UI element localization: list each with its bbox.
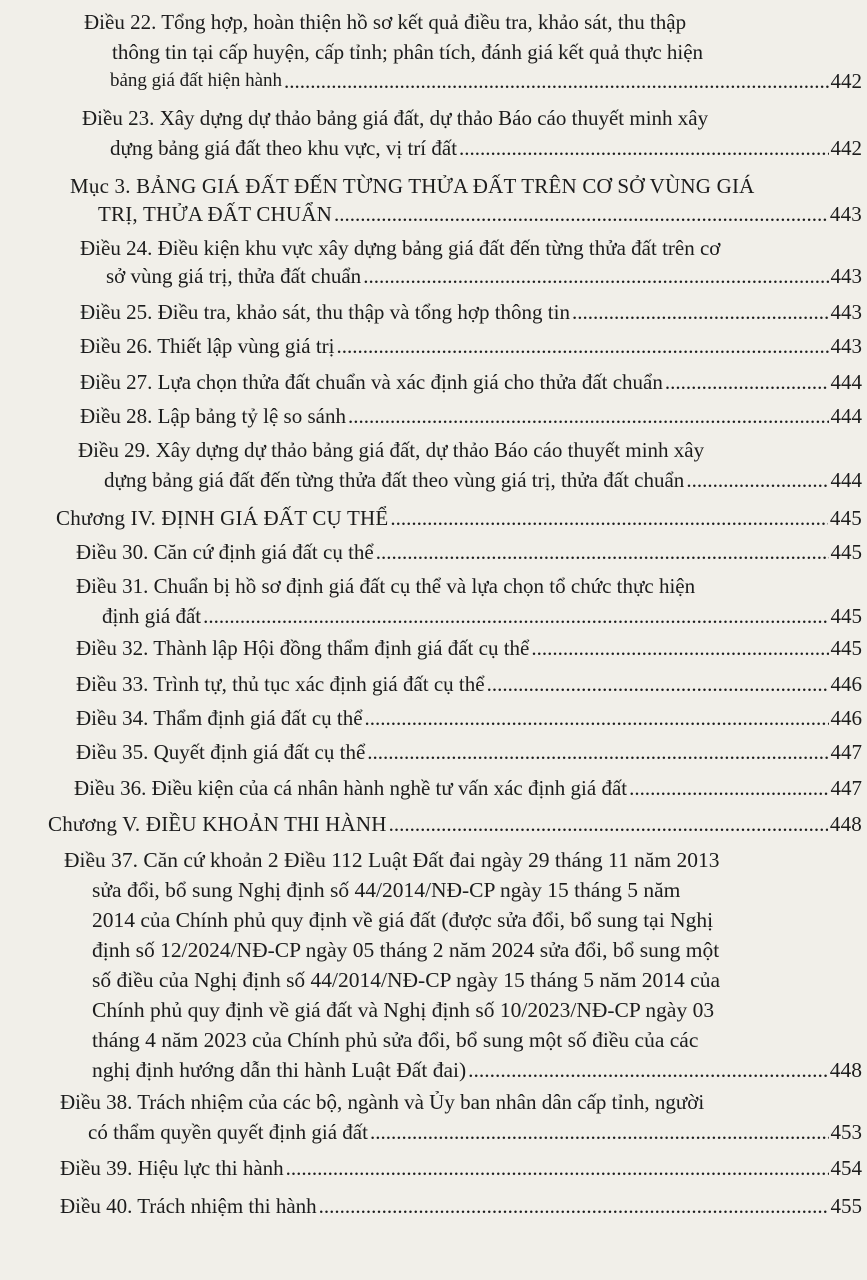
page-number: 443 [830, 300, 862, 324]
toc-line: Điều 24. Điều kiện khu vực xây dựng bảng giá đất đến từng thửa đất trên cơ [80, 236, 721, 260]
dot-leader [334, 200, 828, 228]
page-number: 447 [830, 740, 862, 764]
dot-leader [389, 810, 828, 838]
toc-entry-dieu-33 [76, 670, 862, 698]
page-number: 443 [830, 334, 862, 358]
page-number: 454 [830, 1156, 862, 1180]
toc-line: Điều 26. Thiết lập vùng giá trị [80, 334, 335, 358]
page-number: 443 [830, 264, 862, 288]
dot-leader [665, 368, 829, 396]
toc-line: sửa đổi, bổ sung Nghị định số 44/2014/NĐ-CP ngày 15 tháng 5 năm [92, 878, 681, 902]
toc-entry-dieu-23 [82, 104, 862, 162]
toc-entry-dieu-38 [60, 1088, 862, 1146]
dot-leader [629, 774, 828, 802]
page-number: 446 [830, 706, 862, 730]
toc-line: Điều 33. Trình tự, thủ tục xác định giá đất cụ thể [76, 672, 485, 696]
page-number: 442 [830, 69, 862, 93]
page-number: 443 [829, 202, 862, 226]
toc-line: số điều của Nghị định số 44/2014/NĐ-CP ngày 15 tháng 5 năm 2014 của [92, 968, 721, 992]
toc-line: định giá đất [102, 604, 202, 628]
page-number: 447 [830, 776, 862, 800]
dot-leader [531, 634, 828, 662]
dot-leader [487, 670, 829, 698]
toc-line: có thẩm quyền quyết định giá đất [88, 1120, 368, 1144]
toc-entry-dieu-29 [78, 436, 862, 494]
toc-line: dựng bảng giá đất theo khu vực, vị trí đất [110, 136, 458, 160]
dot-leader [370, 1118, 829, 1146]
dot-leader [284, 67, 828, 95]
toc-line: Điều 22. Tổng hợp, hoàn thiện hồ sơ kết quả điều tra, khảo sát, thu thập [84, 10, 687, 34]
toc-line: Điều 29. Xây dựng dự thảo bảng giá đất, dự thảo Báo cáo thuyết minh xây [78, 438, 705, 462]
toc-entry-dieu-30 [76, 538, 862, 566]
toc-section-muc-3 [70, 172, 862, 228]
toc-line: 2014 của Chính phủ quy định về giá đất (được sửa đổi, bổ sung tại Nghị [92, 908, 714, 932]
page-number: 444 [830, 404, 862, 428]
dot-leader [572, 298, 829, 326]
dot-leader [336, 332, 828, 360]
toc-line: Điều 39. Hiệu lực thi hành [60, 1156, 284, 1180]
toc-chapter-4 [56, 504, 862, 532]
page-number: 442 [830, 136, 862, 160]
toc-line: Điều 30. Căn cứ định giá đất cụ thể [76, 540, 374, 564]
page-number: 445 [830, 540, 862, 564]
dot-leader [203, 602, 828, 630]
toc-entry-dieu-37 [64, 846, 862, 1084]
page-number: 448 [829, 812, 862, 836]
toc-entry-dieu-36 [74, 774, 862, 802]
toc-entry-dieu-27 [80, 368, 862, 396]
toc-entry-dieu-39 [60, 1154, 862, 1182]
dot-leader [376, 538, 829, 566]
toc-line: Chương IV. ĐỊNH GIÁ ĐẤT CỤ THỂ [56, 506, 389, 530]
dot-leader [686, 466, 828, 494]
toc-line: nghị định hướng dẫn thi hành Luật Đất đai) [92, 1058, 467, 1082]
toc-entry-dieu-28 [80, 402, 862, 430]
page-number: 444 [830, 468, 862, 492]
dot-leader [367, 738, 828, 766]
page-number: 448 [829, 1058, 862, 1082]
toc-line: dựng bảng giá đất đến từng thửa đất theo vùng giá trị, thửa đất chuẩn [104, 468, 685, 492]
dot-leader [459, 134, 828, 162]
dot-leader [319, 1192, 829, 1220]
page-number: 446 [830, 672, 862, 696]
dot-leader [390, 504, 827, 532]
page-number: 453 [830, 1120, 862, 1144]
toc-line: Chính phủ quy định về giá đất và Nghị định số 10/2023/NĐ-CP ngày 03 [92, 998, 715, 1022]
toc-line: TRỊ, THỬA ĐẤT CHUẨN [98, 202, 332, 226]
toc-line: Mục 3. BẢNG GIÁ ĐẤT ĐẾN TỪNG THỬA ĐẤT TRÊN CƠ SỞ VÙNG GIÁ [70, 174, 755, 198]
toc-line: Điều 32. Thành lập Hội đồng thẩm định giá đất cụ thể [76, 636, 530, 660]
toc-line: Điều 28. Lập bảng tỷ lệ so sánh [80, 404, 346, 428]
page-number: 444 [830, 370, 862, 394]
dot-leader [348, 402, 829, 430]
toc-entry-dieu-40 [60, 1192, 862, 1220]
toc-line: Điều 23. Xây dựng dự thảo bảng giá đất, dự thảo Báo cáo thuyết minh xây [82, 106, 709, 130]
toc-entry-dieu-25 [80, 298, 862, 326]
toc-line: thông tin tại cấp huyện, cấp tỉnh; phân tích, đánh giá kết quả thực hiện [112, 40, 704, 64]
toc-line: Điều 27. Lựa chọn thửa đất chuẩn và xác định giá cho thửa đất chuẩn [80, 370, 663, 394]
page-number: 455 [830, 1194, 862, 1218]
dot-leader [286, 1154, 829, 1182]
toc-entry-dieu-31 [76, 572, 862, 630]
toc-line: Điều 34. Thẩm định giá đất cụ thể [76, 706, 363, 730]
toc-chapter-5 [48, 810, 862, 838]
page-number: 445 [830, 604, 862, 628]
toc-line: Điều 25. Điều tra, khảo sát, thu thập và tổng hợp thông tin [80, 300, 570, 324]
toc-line: Điều 35. Quyết định giá đất cụ thể [76, 740, 366, 764]
toc-entry-dieu-34 [76, 704, 862, 732]
toc-entry-dieu-32 [76, 634, 862, 662]
dot-leader [363, 262, 828, 290]
toc-line: Điều 36. Điều kiện của cá nhân hành nghề tư vấn xác định giá đất [74, 776, 628, 800]
page-number: 445 [830, 636, 862, 660]
toc-entry-dieu-35 [76, 738, 862, 766]
toc-line: sở vùng giá trị, thửa đất chuẩn [106, 264, 362, 288]
page-number: 445 [829, 506, 862, 530]
toc-line: định số 12/2024/NĐ-CP ngày 05 tháng 2 năm 2024 sửa đổi, bổ sung một [92, 938, 720, 962]
dot-leader [365, 704, 829, 732]
dot-leader [468, 1056, 828, 1084]
toc-line: Điều 37. Căn cứ khoản 2 Điều 112 Luật Đất đai ngày 29 tháng 11 năm 2013 [64, 848, 720, 872]
toc-line: bảng giá đất hiện hành [110, 70, 283, 91]
toc-line: Điều 38. Trách nhiệm của các bộ, ngành và Ủy ban nhân dân cấp tỉnh, người [60, 1090, 705, 1114]
toc-line: Điều 31. Chuẩn bị hồ sơ định giá đất cụ thể và lựa chọn tổ chức thực hiện [76, 574, 696, 598]
toc-line: Điều 40. Trách nhiệm thi hành [60, 1194, 317, 1218]
toc-line: Chương V. ĐIỀU KHOẢN THI HÀNH [48, 812, 387, 836]
toc-line: tháng 4 năm 2023 của Chính phủ sửa đổi, bổ sung một số điều của các [92, 1028, 699, 1052]
toc-entry-dieu-26 [80, 332, 862, 360]
toc-entry-dieu-24 [80, 234, 862, 290]
toc-entry-dieu-22 [84, 8, 862, 95]
